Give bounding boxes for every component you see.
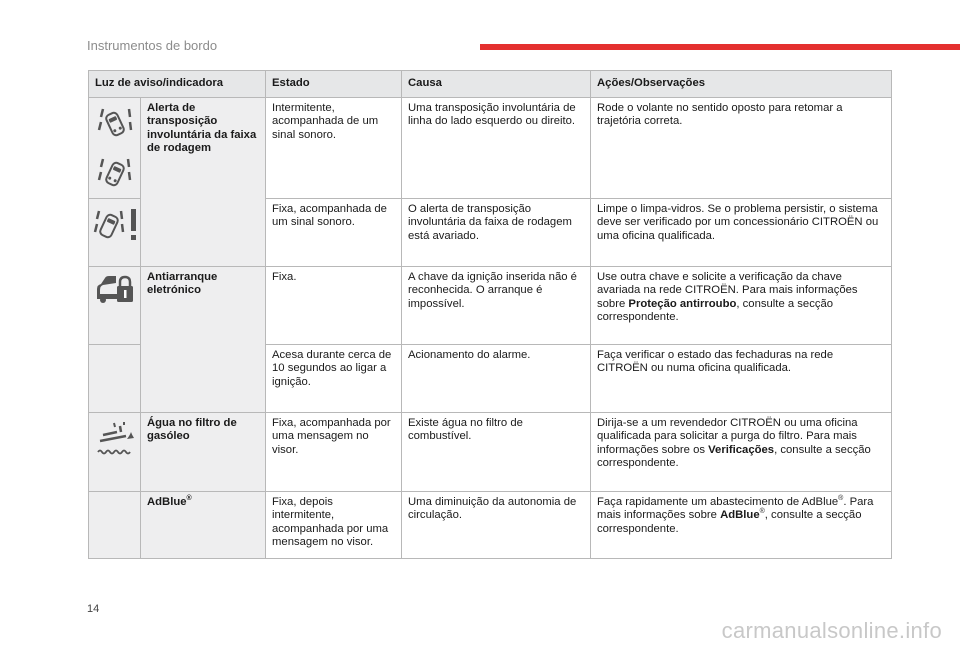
table-row — [89, 98, 892, 199]
table-row — [89, 267, 892, 345]
column-header-causa: Causa — [402, 71, 591, 98]
registered-mark: ® — [838, 495, 844, 503]
causa-cell: Existe água no filtro de combustível. — [402, 413, 591, 492]
light-name-text: AdBlue — [147, 496, 187, 508]
acoes-text: Dirija-se a um revendedor CITROËN ou uma oficina qualificada para solicitar a purga do filtro. Para mais informações sobre os — [597, 417, 858, 456]
estado-cell: Fixa, depois intermitente, acompanhada por uma mensagem no visor. — [266, 492, 402, 559]
acoes-text: , consulte a secção correspondente. — [597, 297, 834, 324]
acoes-cell — [591, 413, 892, 492]
table-header-row — [89, 71, 892, 98]
acoes-cell: Rode o volante no sentido oposto para retomar a trajetória correta. — [591, 98, 892, 199]
causa-cell: Uma transposição involuntária de linha do lado esquerdo ou direito. — [402, 98, 591, 199]
estado-cell: Acesa durante cerca de 10 segundos ao ligar a ignição. — [266, 345, 402, 413]
estado-cell: Fixa, acompanhada por uma mensagem no visor. — [266, 413, 402, 492]
causa-cell: A chave da ignição inserida não é reconhecida. O arranque é impossível. — [402, 267, 591, 345]
table-row — [89, 413, 892, 492]
watermark: carmanualsonline.info — [721, 618, 942, 643]
light-name-lane-departure: Alerta de transposição involuntária da faixa de rodagem — [141, 98, 266, 267]
acoes-cell: Limpe o limpa-vidros. Se o problema persistir, o sistema deve ser verificado por um concessionário CITROËN ou uma oficina qualificada. — [591, 199, 892, 267]
light-name-water-in-diesel: Água no filtro de gasóleo — [141, 413, 266, 492]
section-title: Instrumentos de bordo — [87, 38, 218, 53]
lane-departure-fault-icon — [93, 205, 141, 245]
registered-mark: ® — [759, 508, 765, 516]
acoes-cell — [591, 267, 892, 345]
icon-cell — [89, 98, 141, 199]
column-header-light: Luz de aviso/indicadora — [89, 71, 266, 98]
acoes-reference: AdBlue — [720, 509, 760, 522]
icon-cell — [89, 199, 141, 267]
acoes-text: , consulte a secção correspondente. — [597, 443, 871, 470]
water-in-diesel-icon — [94, 419, 136, 459]
lane-departure-left-icon — [97, 154, 133, 192]
causa-cell: O alerta de transposição involuntária da faixa de rodagem está avariado. — [402, 199, 591, 267]
icon-cell — [89, 345, 141, 413]
acoes-cell — [591, 492, 892, 559]
warning-lights-table — [88, 70, 892, 559]
column-header-acoes: Ações/Observações — [591, 71, 892, 98]
causa-cell: Uma diminuição da autonomia de circulação. — [402, 492, 591, 559]
causa-cell: Acionamento do alarme. — [402, 345, 591, 413]
acoes-reference: Verificações — [708, 443, 775, 456]
acoes-text: , consulte a secção correspondente. — [597, 509, 862, 535]
icon-cell — [89, 267, 141, 345]
registered-mark: ® — [186, 495, 192, 503]
table-row — [89, 492, 892, 559]
car-key-lock-icon — [94, 273, 136, 305]
estado-cell: Fixa. — [266, 267, 402, 345]
icon-cell — [89, 413, 141, 492]
lane-departure-right-icon — [97, 104, 133, 142]
icon-cell — [89, 492, 141, 559]
column-header-estado: Estado — [266, 71, 402, 98]
acoes-text: Use outra chave e solicite a verificação da chave avariada na rede CITROËN. Para mais informações sobre — [597, 271, 858, 310]
acoes-text: . Para mais informações sobre — [597, 496, 874, 522]
acoes-reference: Proteção antirroubo — [628, 297, 737, 310]
light-name-adblue — [141, 492, 266, 559]
light-name-immobiliser: Antiarranque eletrónico — [141, 267, 266, 413]
acoes-text: Faça rapidamente um abastecimento de AdBlue — [597, 496, 839, 508]
acoes-cell: Faça verificar o estado das fechaduras na rede CITROËN ou numa oficina qualificada. — [591, 345, 892, 413]
estado-cell: Fixa, acompanhada de um sinal sonoro. — [266, 199, 402, 267]
header-accent-bar — [480, 44, 960, 50]
estado-cell: Intermitente, acompanhada de um sinal sonoro. — [266, 98, 402, 199]
page-number: 14 — [87, 603, 100, 615]
